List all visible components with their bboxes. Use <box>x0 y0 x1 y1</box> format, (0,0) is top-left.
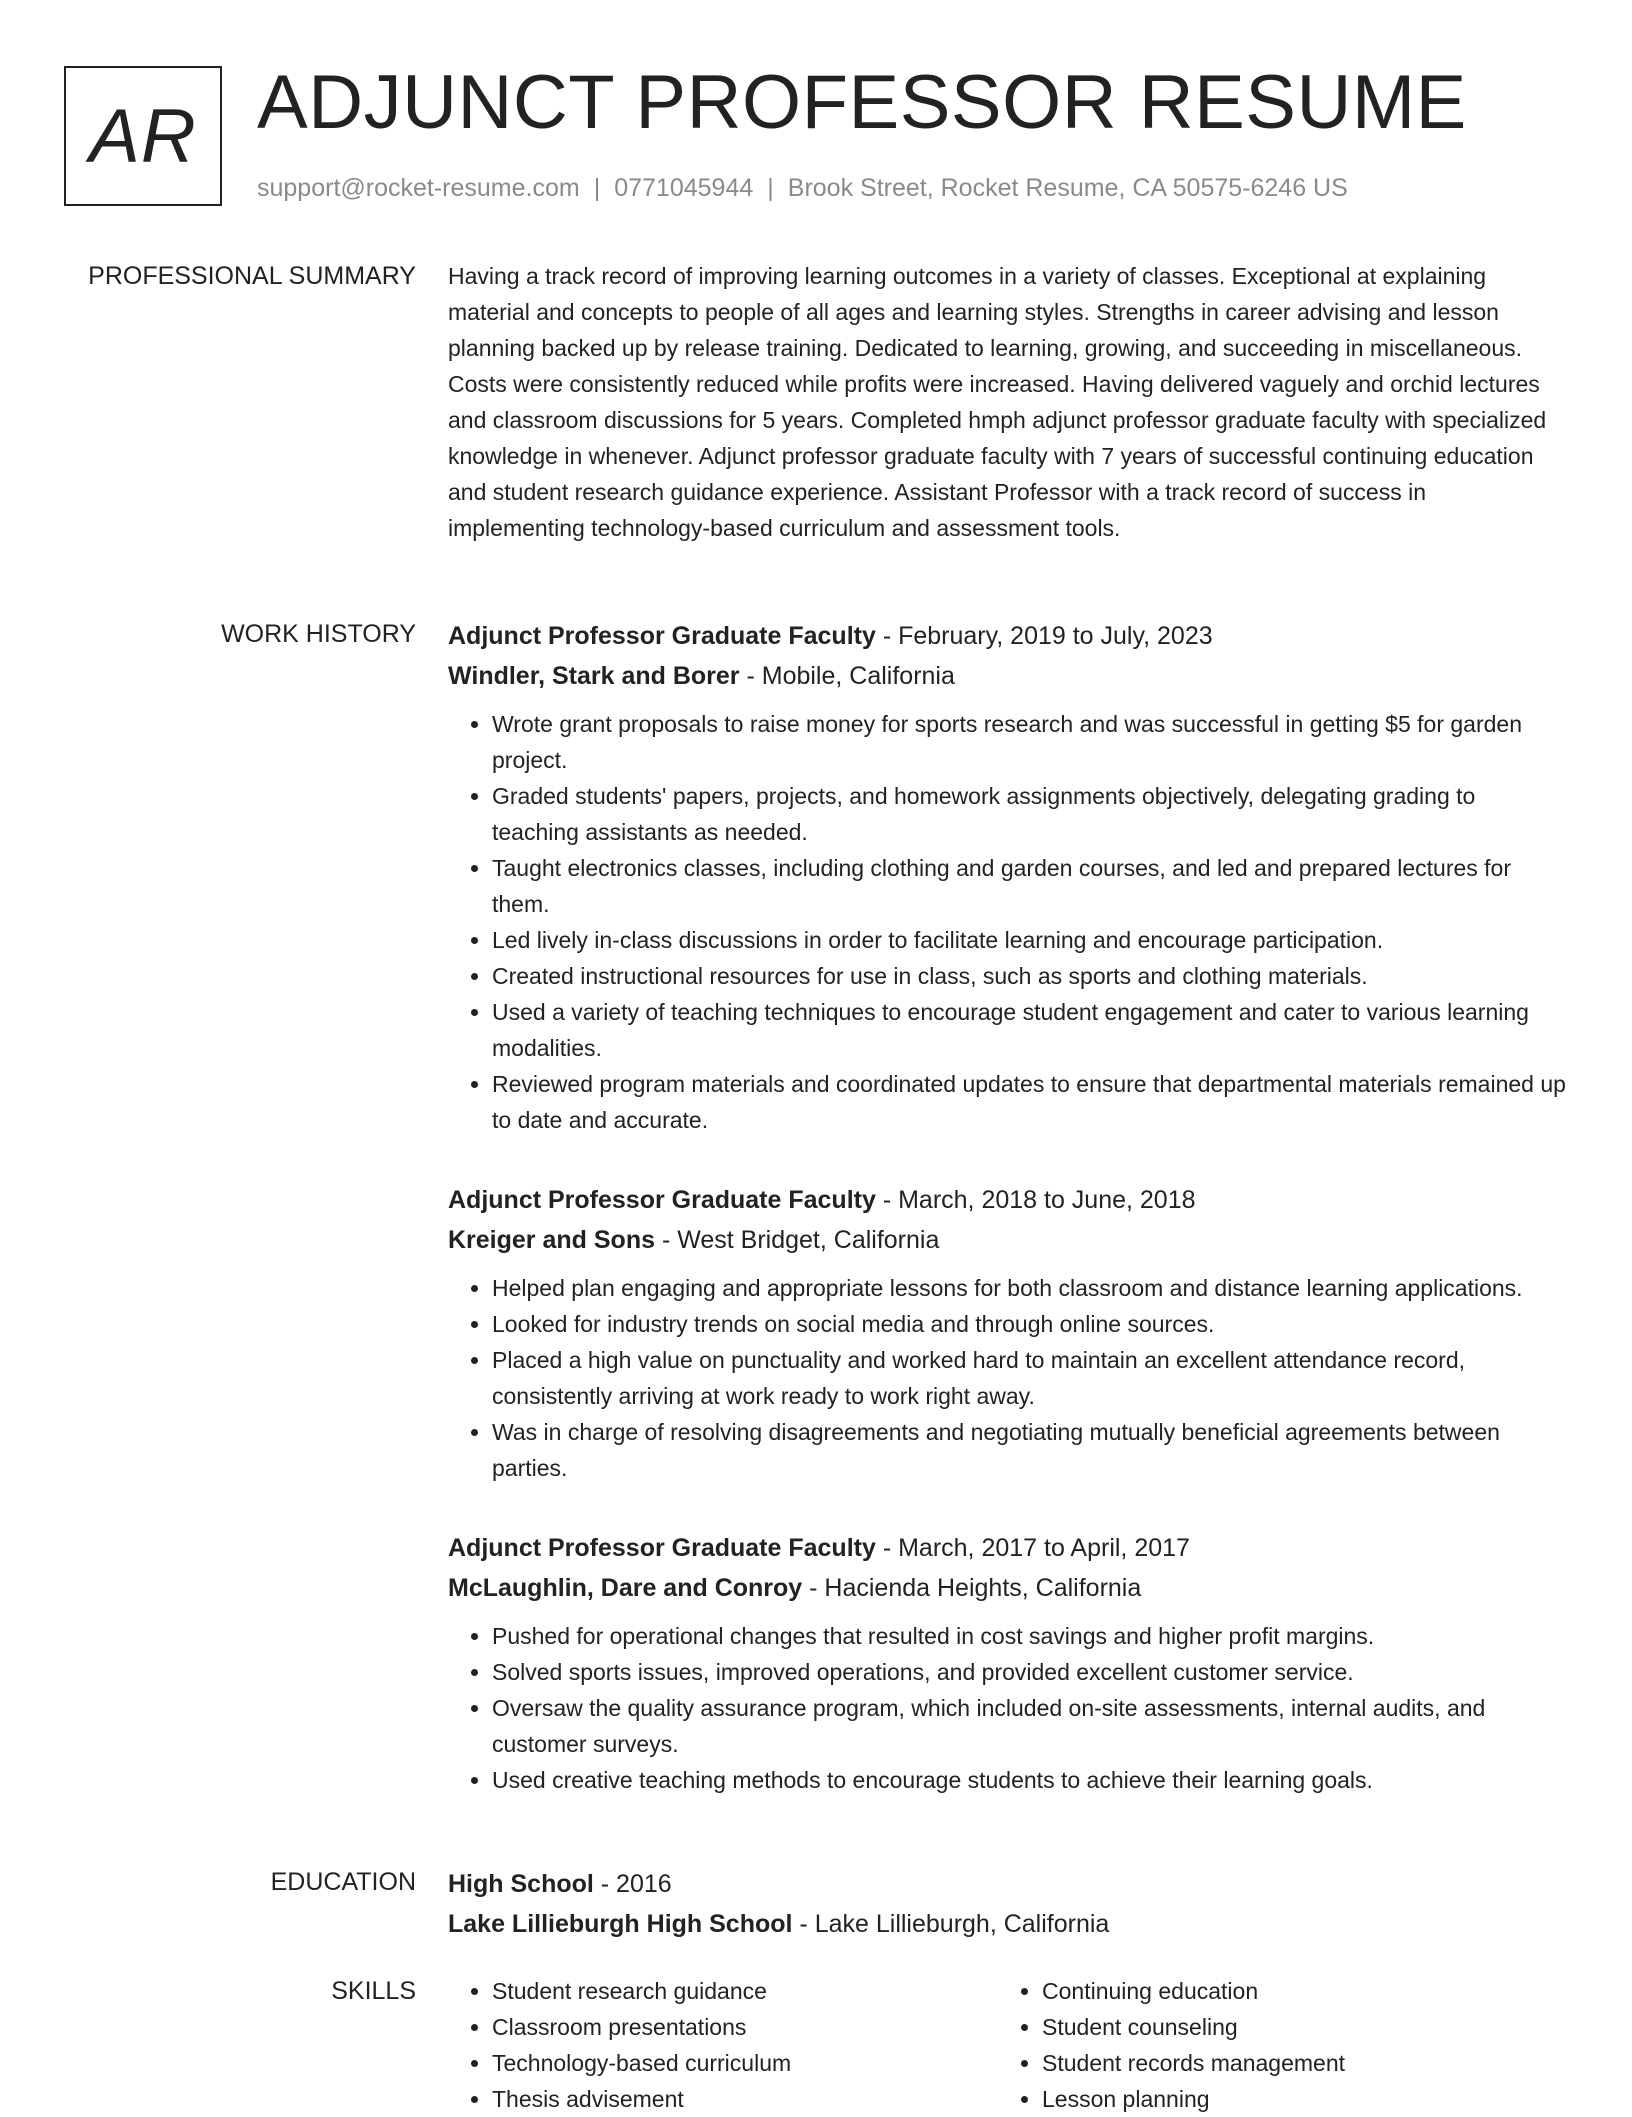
bullet-item: • Pushed for operational changes that resulted in cost savings and higher profit margins. <box>492 1618 1568 1654</box>
bullet-item: • Helped plan engaging and appropriate lessons for both classroom and distance learning applications. <box>492 1270 1568 1306</box>
bullet-item: • Was in charge of resolving disagreements and negotiating mutually beneficial agreements between parties. <box>492 1414 1568 1486</box>
job-dates: - March, 2017 to April, 2017 <box>875 1534 1190 1562</box>
job-location: - Mobile, California <box>739 662 955 690</box>
job-dates: - March, 2018 to June, 2018 <box>875 1186 1196 1214</box>
section-label-summary: PROFESSIONAL SUMMARY <box>88 262 416 290</box>
bullet-item: • Used a variety of teaching techniques to encourage student engagement and cater to various learning modalities. <box>492 994 1568 1066</box>
job-title-line <box>448 1528 1568 1568</box>
job-location: - Hacienda Heights, California <box>802 1574 1142 1602</box>
bullet-item: • Placed a high value on punctuality and worked hard to maintain an excellent attendance record, consistently arriving at work ready to work right away. <box>492 1342 1568 1414</box>
bullet-item: • Solved sports issues, improved operations, and provided excellent customer service. <box>492 1654 1568 1690</box>
job-company: Kreiger and Sons <box>448 1226 655 1254</box>
bullet-item: • Taught electronics classes, including clothing and garden courses, and led and prepared lectures for them. <box>492 850 1568 922</box>
skills-list-right <box>998 1973 1548 2117</box>
summary-content <box>448 258 1568 546</box>
skill-item: • Continuing education <box>1042 1973 1548 2009</box>
education-school: Lake Lillieburgh High School <box>448 1910 793 1938</box>
section-label-education: EDUCATION <box>270 1868 416 1896</box>
job-company: Windler, Stark and Borer <box>448 662 740 690</box>
summary-text: Having a track record of improving learning outcomes in a variety of classes. Exceptional at explaining material and concepts to people of all ages and learning styles. Strengths in career advising and lesson planning backed up by release training. Dedicated to learning, growing, and succeeding in miscellaneous. Costs were consistently reduced while profits were increased. Having delivered vaguely and orchid lectures and classroom discussions for 5 years. Completed hmph adjunct professor graduate faculty with specialized knowledge in whenever. Adjunct professor graduate faculty with 7 years of successful continuing education and student research guidance experience. Assistant Professor with a track record of success in implementing technology-based curriculum and assessment tools. <box>448 263 1547 541</box>
job-title: Adjunct Professor Graduate Faculty <box>448 622 876 650</box>
education-year: - 2016 <box>593 1870 672 1898</box>
bullet-item: • Reviewed program materials and coordinated updates to ensure that departmental materials remained up to date and accurate. <box>492 1066 1568 1138</box>
contact-separator: | <box>593 174 601 202</box>
job-title: Adjunct Professor Graduate Faculty <box>448 1186 876 1214</box>
job-dates: - February, 2019 to July, 2023 <box>875 622 1213 650</box>
section-label-work-history: WORK HISTORY <box>221 620 416 648</box>
skill-item: • Student counseling <box>1042 2009 1548 2045</box>
resume-title: ADJUNCT PROFESSOR RESUME <box>257 60 1467 145</box>
job-location: - West Bridget, California <box>655 1226 940 1254</box>
bullet-item: • Oversaw the quality assurance program, which included on-site assessments, internal audits, and customer surveys. <box>492 1690 1568 1762</box>
monogram-logo: AR <box>64 66 222 206</box>
skill-item: • Thesis advisement <box>492 2081 998 2117</box>
job-entry <box>448 1528 1568 1798</box>
job-title: Adjunct Professor Graduate Faculty <box>448 1534 876 1562</box>
contact-phone[interactable]: 0771045944 <box>614 174 754 202</box>
skills-content <box>448 1973 1568 2117</box>
bullet-item: • Used creative teaching methods to encourage students to achieve their learning goals. <box>492 1762 1568 1798</box>
education-degree: High School <box>448 1870 594 1898</box>
job-title-line <box>448 616 1568 656</box>
skill-item: • Student records management <box>1042 2045 1548 2081</box>
skills-grid <box>448 1973 1568 2117</box>
job-bullets <box>448 706 1568 1138</box>
education-content <box>448 1864 1568 1944</box>
skill-item: • Technology-based curriculum <box>492 2045 998 2081</box>
job-bullets <box>448 1270 1568 1486</box>
skill-item: • Lesson planning <box>1042 2081 1548 2117</box>
job-entry <box>448 616 1568 1138</box>
education-degree-line <box>448 1864 1568 1904</box>
job-company-line <box>448 1568 1568 1608</box>
job-company-line <box>448 656 1568 696</box>
job-bullets <box>448 1618 1568 1798</box>
skill-item: • Classroom presentations <box>492 2009 998 2045</box>
bullet-item: • Graded students' papers, projects, and homework assignments objectively, delegating grading to teaching assistants as needed. <box>492 778 1568 850</box>
contact-email[interactable]: support@rocket-resume.com <box>257 174 580 202</box>
work-history-content <box>448 616 1568 1840</box>
contact-line <box>257 174 1348 203</box>
contact-address: Brook Street, Rocket Resume, CA 50575-6246 US <box>787 174 1348 202</box>
job-company: McLaughlin, Dare and Conroy <box>448 1574 803 1602</box>
job-company-line <box>448 1220 1568 1260</box>
job-title-line <box>448 1180 1568 1220</box>
contact-separator: | <box>767 174 774 202</box>
bullet-item: • Looked for industry trends on social media and through online sources. <box>492 1306 1568 1342</box>
bullet-item: • Wrote grant proposals to raise money for sports research and was successful in getting $5 for garden project. <box>492 706 1568 778</box>
bullet-item: • Created instructional resources for use in class, such as sports and clothing materials. <box>492 958 1568 994</box>
section-label-skills: SKILLS <box>331 1977 416 2005</box>
skills-list-left <box>448 1973 998 2117</box>
bullet-item: • Led lively in-class discussions in order to facilitate learning and encourage participation. <box>492 922 1568 958</box>
skill-item: • Student research guidance <box>492 1973 998 2009</box>
education-school-line <box>448 1904 1568 1944</box>
job-entry <box>448 1180 1568 1486</box>
education-location: - Lake Lillieburgh, California <box>792 1910 1110 1938</box>
